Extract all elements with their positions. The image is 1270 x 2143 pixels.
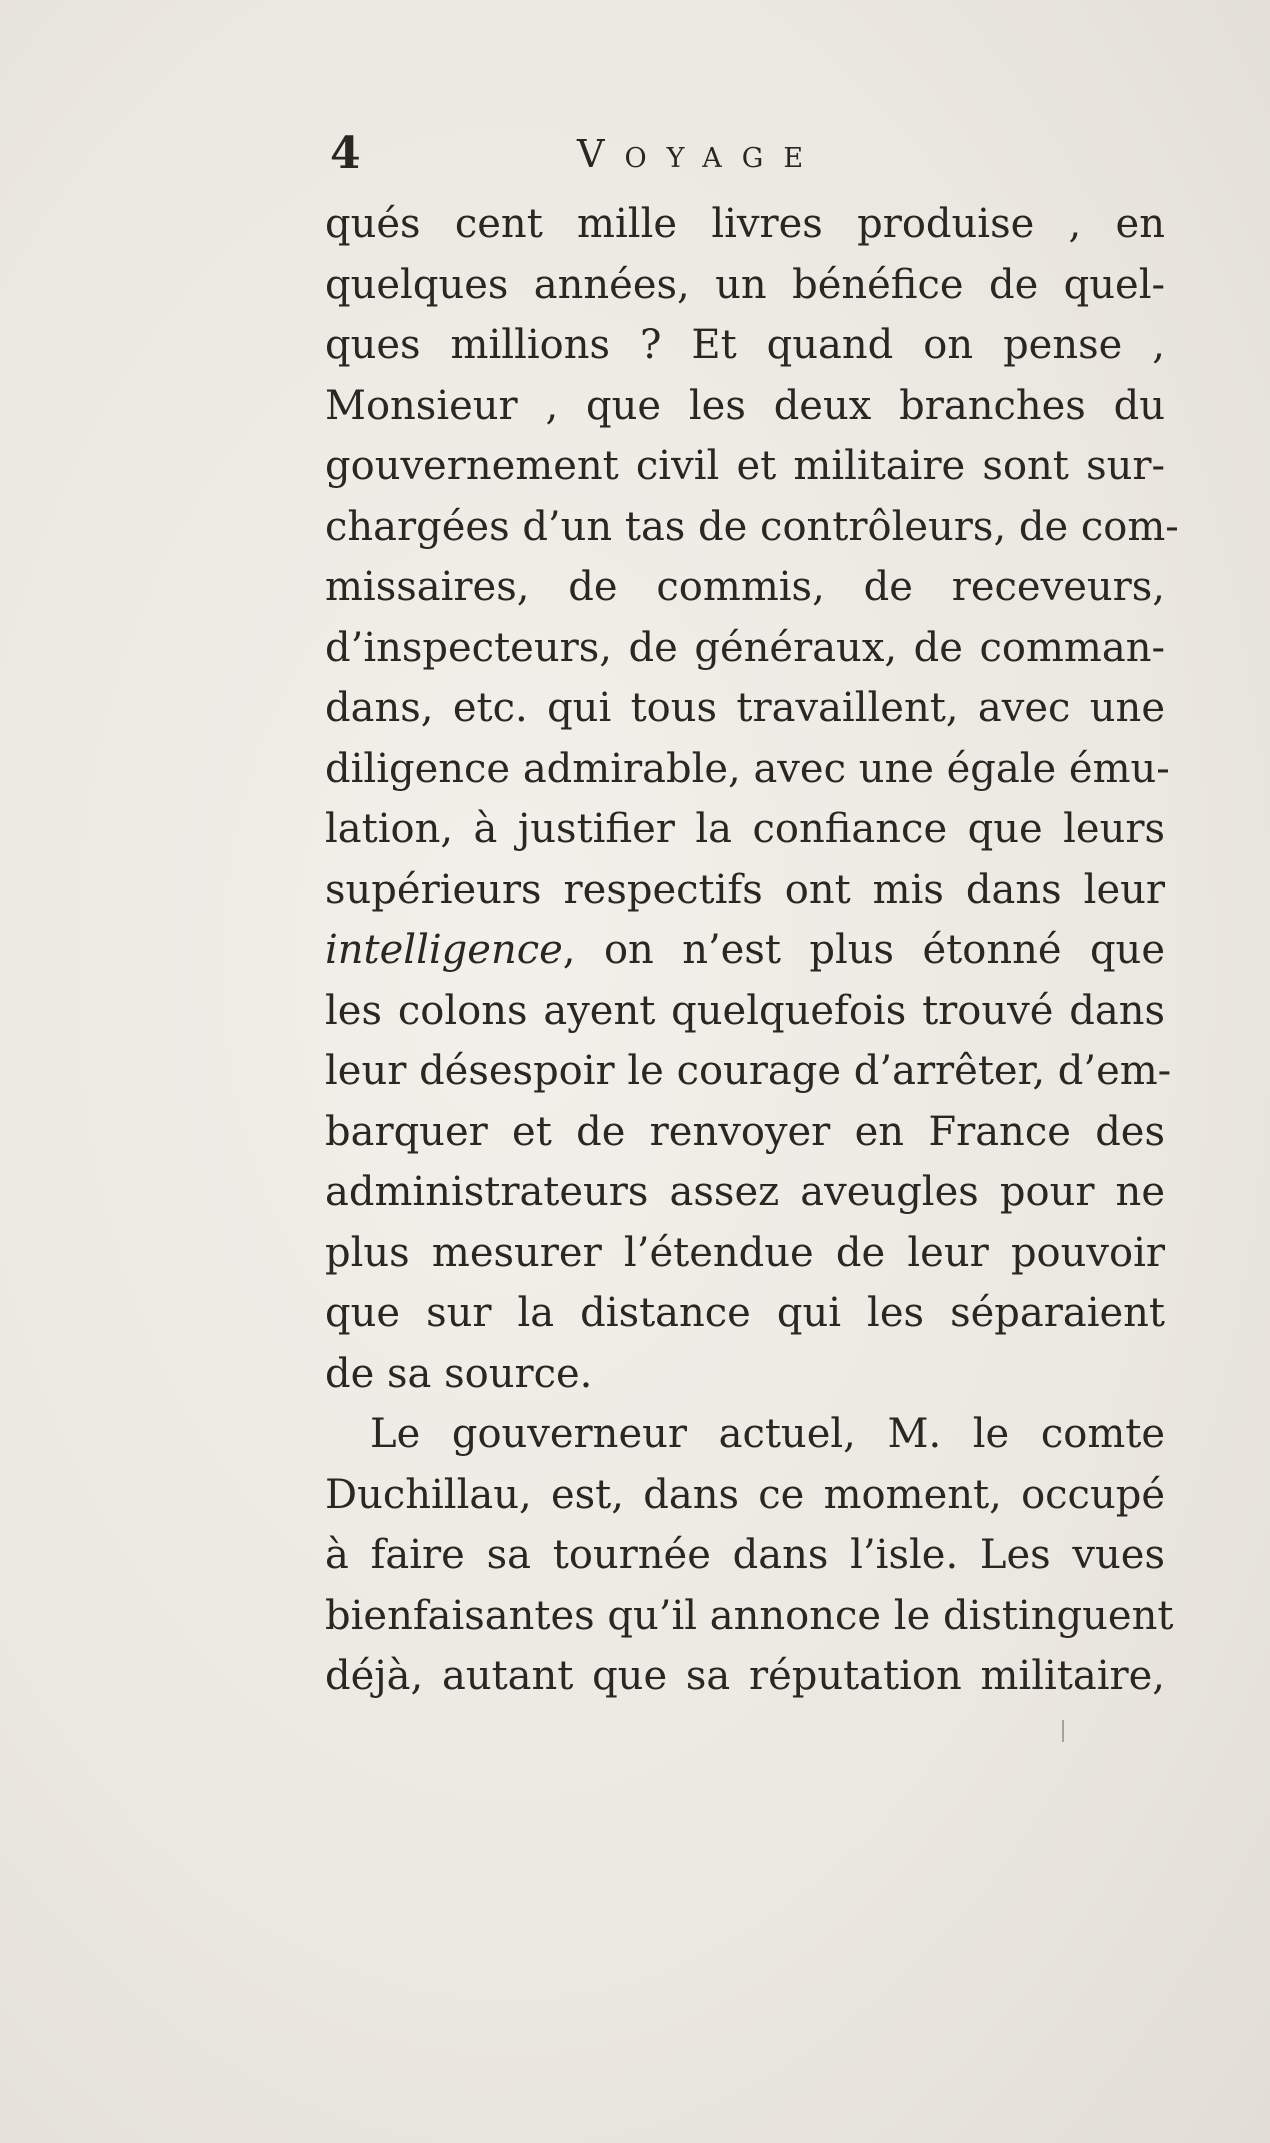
text-line: administrateurs assez aveugles pour ne bbox=[325, 1169, 1165, 1215]
text-line: chargées d’un tas de contrôleurs, de com- bbox=[325, 503, 1179, 550]
text-line: Monsieur , que les deux branches du bbox=[325, 382, 1165, 429]
text-line: dans, etc. qui tous travaillent, avec une bbox=[325, 685, 1165, 731]
italic-word: intelligence bbox=[325, 927, 563, 973]
text-line: gouvernement civil et militaire sont sur- bbox=[325, 443, 1165, 489]
text-line: Le gouverneur actuel, M. le comte bbox=[370, 1411, 1165, 1457]
text-line: ques millions ? Et quand on pense , bbox=[325, 322, 1165, 368]
paragraph-2 bbox=[325, 1404, 1174, 1707]
text-line: à faire sa tournée dans l’isle. Les vues bbox=[325, 1532, 1165, 1578]
text-line: barquer et de renvoyer en France des bbox=[325, 1108, 1165, 1155]
text-line: les colons ayent quelquefois trouvé dans bbox=[325, 987, 1165, 1034]
text-line: missaires, de commis, de receveurs, bbox=[325, 564, 1165, 610]
text-line: déjà, autant que sa réputation militaire, bbox=[325, 1653, 1165, 1699]
line-rest: , on n’est plus étonné que bbox=[562, 927, 1165, 973]
text-line: bienfaisantes qu’il annonce le distinguent bbox=[325, 1592, 1174, 1639]
text-line bbox=[325, 920, 1165, 981]
text-line: Duchillau, est, dans ce moment, occupé bbox=[325, 1471, 1165, 1518]
text-line: supérieurs respectifs ont mis dans leur bbox=[325, 866, 1165, 913]
text-line: lation, à justifier la confiance que leurs bbox=[325, 806, 1165, 852]
paper-mark bbox=[1062, 1720, 1064, 1742]
text-line: leur désespoir le courage d’arrêter, d’em- bbox=[325, 1048, 1172, 1094]
text-line: qués cent mille livres produise , en bbox=[325, 201, 1165, 247]
text-line: diligence admirable, avec une égale ému- bbox=[325, 745, 1170, 792]
page-header bbox=[330, 124, 1180, 184]
text-line: d’inspecteurs, de généraux, de comman- bbox=[325, 624, 1165, 671]
paragraph-1 bbox=[325, 194, 1179, 1404]
text-line: que sur la distance qui les séparaient bbox=[325, 1290, 1165, 1336]
text-line: plus mesurer l’étendue de leur pouvoir bbox=[325, 1229, 1165, 1276]
text-line: de sa source. bbox=[325, 1350, 593, 1397]
text-line: quelques années, un bénéfice de quel- bbox=[325, 261, 1165, 308]
running-title: Voyage bbox=[577, 132, 824, 176]
page-number: 4 bbox=[330, 128, 361, 179]
body-text bbox=[325, 194, 1179, 1707]
